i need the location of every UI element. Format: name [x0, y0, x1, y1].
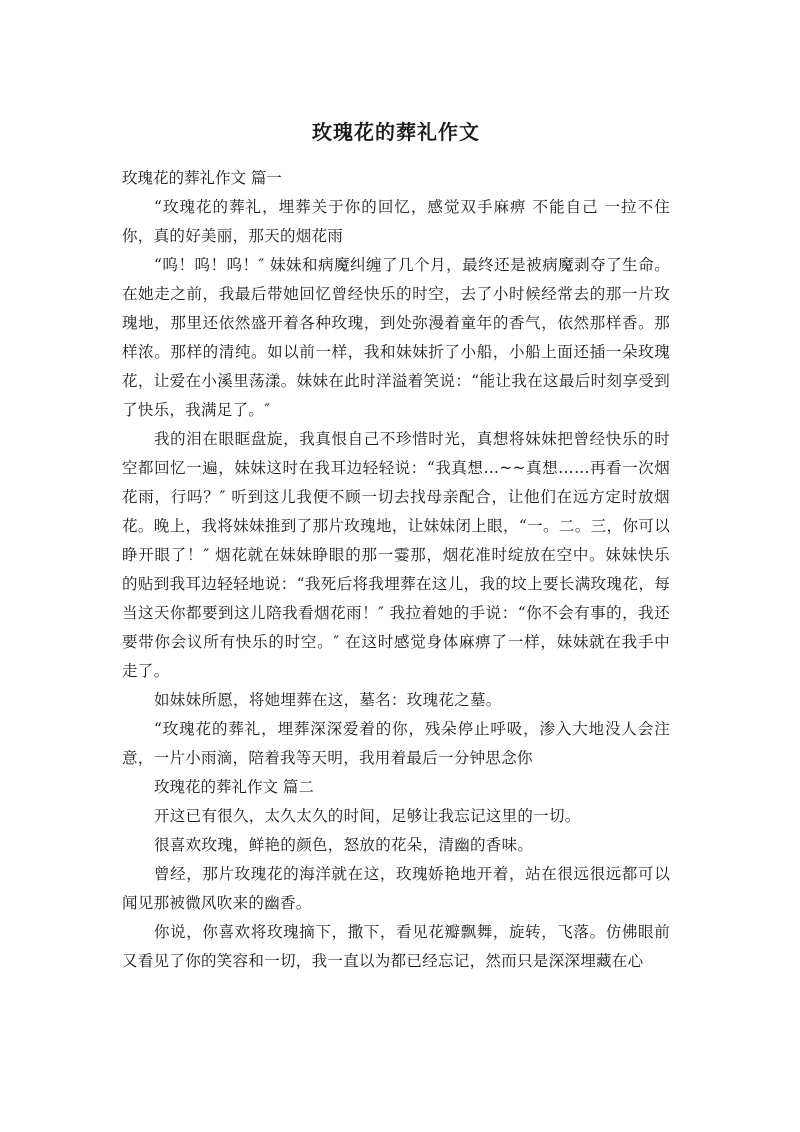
section-heading-1: 玫瑰花的葬礼作文 篇一 [122, 169, 282, 187]
paragraph: 曾经，那片玫瑰花的海洋就在这，玫瑰娇艳地开着，站在很远很远都可以闻见那被微风吹来的幽香。 [122, 865, 670, 912]
paragraph: “玫瑰花的葬礼，埋葬关于你的回忆，感觉双手麻痹 不能自己 一拉不住你，真的好美丽，那天的烟花雨 [122, 198, 670, 245]
paragraph: 开这已有很久，太久太久的时间，足够让我忘记这里的一切。 [154, 807, 581, 825]
paragraph: 很喜欢玫瑰，鲜艳的颜色，怒放的花朵，清幽的香味。 [154, 836, 534, 854]
document-title: 玫瑰花的葬礼作文 [312, 120, 480, 144]
paragraph: 如妹妹所愿，将她埋葬在这，墓名：玫瑰花之墓。 [154, 691, 502, 709]
section-heading-2: 玫瑰花的葬礼作文 篇二 [154, 778, 314, 796]
document-page [122, 118, 670, 976]
paragraph: “呜！呜！呜！″ 妹妹和病魔纠缠了几个月，最终还是被病魔剥夺了生命。在她走之前，我最后带她回忆曾经快乐的时空，去了小时候经常去的那一片玫瑰地，那里还依然盛开着各种玫瑰，到处弥漫着童年的香气，依然那样香。那样浓。那样的清纯。如以前一样，我和妹妹折了小船，小船上面还插一朵玫瑰花，让爱在小溪里荡漾。妹妹在此时洋溢着笑说：“能让我在这最后时刻享受到了快乐，我满足了。″ [122, 256, 670, 419]
paragraph: 我的泪在眼眶盘旋，我真恨自己不珍惜时光，真想将妹妹把曾经快乐的时空都回忆一遍，妹妹这时在我耳边轻轻说：“我真想…~~真想……再看一次烟花雨，行吗？″ 听到这儿我便不顾一切去找母亲配合，让他们在远方定时放烟花。晚上，我将妹妹推到了那片玫瑰地，让妹妹闭上眼，“一。二。三，你可以睁开眼了！″ 烟花就在妹妹睁眼的那一霎那，烟花准时绽放在空中。妹妹快乐的贴到我耳边轻轻地说：“我死后将我埋葬在这儿，我的坟上要长满玫瑰花，每当这天你都要到这儿陪我看烟花雨！″ 我拉着她的手说：“你不会有事的，我还要带你会议所有快乐的时空。″ 在这时感觉身体麻痹了一样，妹妹就在我手中走了。 [122, 430, 670, 680]
paragraph: “玫瑰花的葬礼，埋葬深深爱着的你，残朵停止呼吸，渗入大地没人会注意，一片小雨滴，陪着我等天明，我用着最后一分钟思念你 [122, 720, 670, 767]
paragraph: 你说，你喜欢将玫瑰摘下，撒下，看见花瓣飘舞，旋转，飞落。仿佛眼前又看见了你的笑容和一切，我一直以为都已经忘记，然而只是深深埋藏在心 [122, 923, 670, 970]
